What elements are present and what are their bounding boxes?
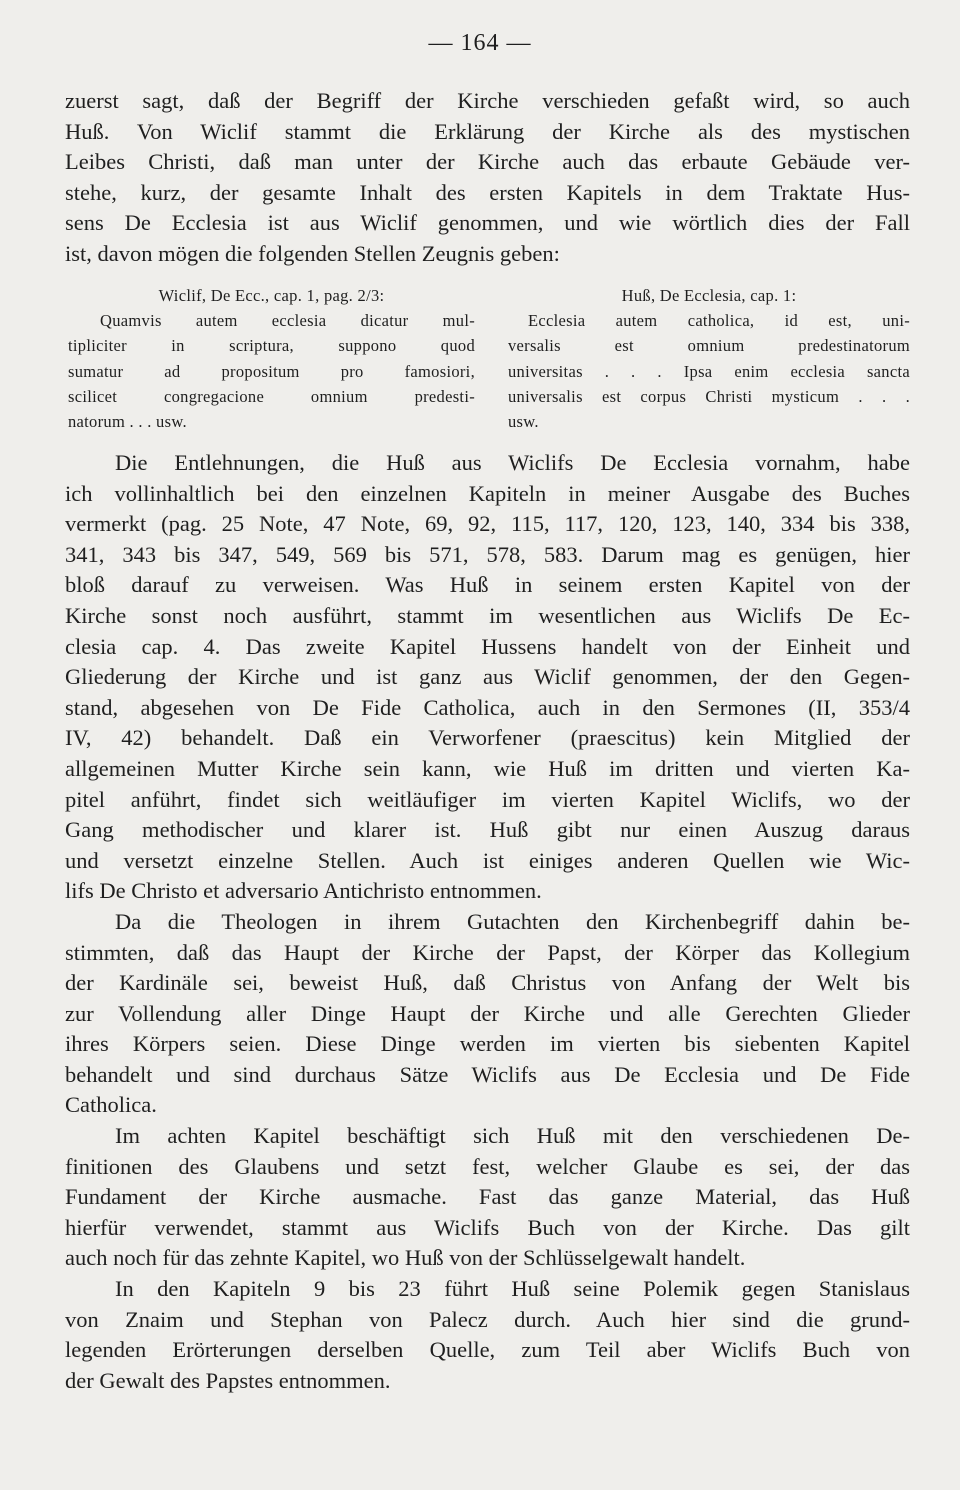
text-line: Kirche sonst noch ausführt, stammt im wesentlichen aus Wiclifs De Ec- xyxy=(65,602,910,628)
text-line: der Gewalt des Papstes entnommen. xyxy=(65,1367,391,1393)
text-line: ist, davon mögen die folgenden Stellen Zeugnis geben: xyxy=(65,240,560,266)
text-line: bloß darauf zu verweisen. Was Huß in seinem ersten Kapitel von der xyxy=(65,572,910,598)
quote-line: natorum . . . usw. xyxy=(68,412,187,432)
quote-line: sumatur ad propositum pro famosiori, xyxy=(68,361,475,381)
text-line: Leibes Christi, daß man unter der Kirche auch das erbaute Gebäude ver- xyxy=(65,149,910,175)
quote-line: universitas . . . Ipsa enim ecclesia sancta xyxy=(508,361,910,381)
text-line: behandelt und sind durchaus Sätze Wiclifs aus De Ecclesia und De Fide xyxy=(65,1061,910,1087)
text-line: stimmten, daß das Haupt der Kirche der Papst, der Körper das Kollegium xyxy=(65,939,910,965)
text-line: Im achten Kapitel beschäftigt sich Huß mit den verschiedenen De- xyxy=(115,1123,910,1149)
text-line: vermerkt (pag. 25 Note, 47 Note, 69, 92, 115, 117, 120, 123, 140, 334 bis 338, xyxy=(65,511,910,537)
text-line: und versetzt einzelne Stellen. Auch ist einiges anderen Quellen wie Wic- xyxy=(65,847,910,873)
text-line: 341, 343 bis 347, 549, 569 bis 571, 578, 583. Darum mag es genügen, hier xyxy=(65,541,910,567)
text-line: IV, 42) behandelt. Daß ein Verworfener (praescitus) kein Mitglied der xyxy=(65,725,910,751)
quote-line: universalis est corpus Christi mysticum . . . xyxy=(508,386,910,406)
quote-line: versalis est omnium predestinatorum xyxy=(508,336,910,356)
text-line: Fundament der Kirche ausmache. Fast das ganze Material, das Huß xyxy=(65,1184,910,1210)
quote-line: usw. xyxy=(508,412,539,432)
quote-huss xyxy=(508,283,910,434)
text-line: Gang methodischer und klarer ist. Huß gibt nur einen Auszug daraus xyxy=(65,817,910,843)
text-line: allgemeinen Mutter Kirche sein kann, wie Huß im dritten und vierten Ka- xyxy=(65,755,910,781)
quote-line: scilicet congregacione omnium predesti- xyxy=(68,386,475,406)
text-line: stehe, kurz, der gesamte Inhalt des ersten Kapitels in dem Traktate Hus- xyxy=(65,179,910,205)
text-line: ich vollinhaltlich bei den einzelnen Kapiteln in meiner Ausgabe des Buches xyxy=(65,480,910,506)
text-line: Gliederung der Kirche und ist ganz aus Wiclif genommen, der den Gegen- xyxy=(65,664,910,690)
text-line: lifs De Christo et adversario Antichristo entnommen. xyxy=(65,878,542,904)
text-line: sens De Ecclesia ist aus Wiclif genommen, und wie wörtlich dies der Fall xyxy=(65,210,910,236)
text-line: zuerst sagt, daß der Begriff der Kirche verschieden gefaßt wird, so auch xyxy=(65,88,910,113)
page-number: — 164 — xyxy=(428,30,532,56)
intro-paragraph xyxy=(65,86,910,270)
text-line: clesia cap. 4. Das zweite Kapitel Hussens handelt von der Einheit und xyxy=(65,633,910,659)
text-line: Huß. Von Wiclif stammt die Erklärung der Kirche als des mystischen xyxy=(65,118,910,144)
quote-line: Quamvis autem ecclesia dicatur mul- xyxy=(100,311,475,331)
text-line: Die Entlehnungen, die Huß aus Wiclifs De Ecclesia vornahm, habe xyxy=(115,450,910,475)
text-line: der Kardinäle sei, beweist Huß, daß Christus von Anfang der Welt bis xyxy=(65,970,910,996)
paragraph-entlehnungen xyxy=(65,448,910,1396)
quote-line: Ecclesia autem catholica, id est, uni- xyxy=(528,311,910,331)
quote-line: tipliciter in scriptura, suppono quod xyxy=(68,336,475,356)
text-line: auch noch für das zehnte Kapitel, wo Huß von der Schlüsselgewalt handelt. xyxy=(65,1245,746,1271)
text-line: In den Kapiteln 9 bis 23 führt Huß seine Polemik gegen Stanislaus xyxy=(115,1276,910,1302)
quote-wiclif xyxy=(68,283,475,434)
text-line: hierfür verwendet, stammt aus Wiclifs Buch von der Kirche. Das gilt xyxy=(65,1214,910,1240)
text-line: Da die Theologen in ihrem Gutachten den Kirchenbegriff dahin be- xyxy=(115,908,910,934)
text-line: Catholica. xyxy=(65,1092,157,1118)
text-line: ihres Körpers seien. Diese Dinge werden im vierten bis siebenten Kapitel xyxy=(65,1031,910,1057)
text-line: zur Vollendung aller Dinge Haupt der Kirche und alle Gerechten Glieder xyxy=(65,1000,910,1026)
text-line: von Znaim und Stephan von Palecz durch. Auch hier sind die grund- xyxy=(65,1306,910,1332)
text-line: finitionen des Glaubens und setzt fest, welcher Glaube es sei, der das xyxy=(65,1153,910,1179)
quote-heading: Wiclif, De Ecc., cap. 1, pag. 2/3: xyxy=(158,286,385,305)
text-line: stand, abgesehen von De Fide Catholica, auch in den Sermones (II, 353/4 xyxy=(65,694,910,720)
text-line: pitel anführt, findet sich weitläufiger im vierten Kapitel Wiclifs, wo der xyxy=(65,786,910,812)
text-line: legenden Erörterungen derselben Quelle, zum Teil aber Wiclifs Buch von xyxy=(65,1337,910,1363)
quote-heading: Huß, De Ecclesia, cap. 1: xyxy=(621,286,797,305)
